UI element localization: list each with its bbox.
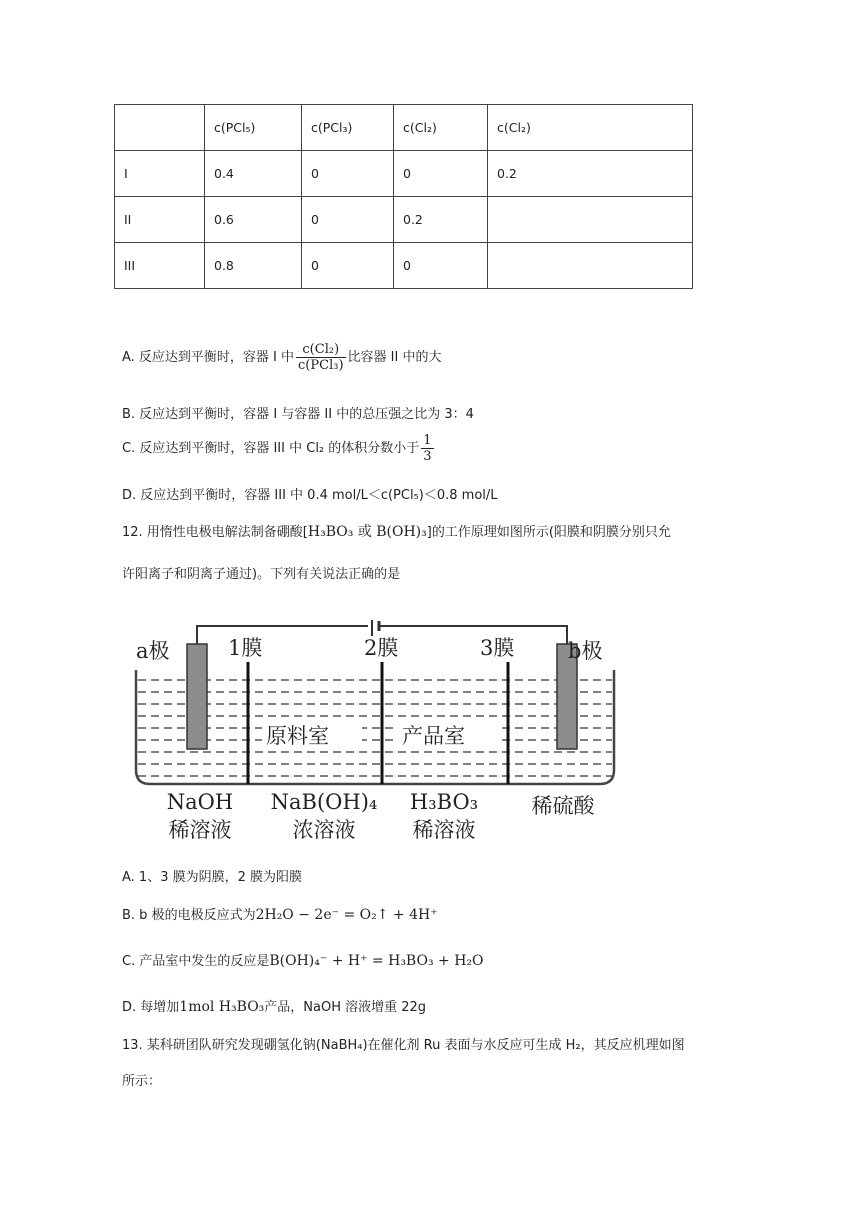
q12-stem-line1 [122, 521, 671, 541]
raw-material-room-label: 原料室 [266, 724, 329, 748]
fraction-numerator: c(Cl₂) [296, 342, 346, 358]
membrane-2-label: 2膜 [364, 636, 399, 660]
solution-name: NaB(OH)₄ [270, 790, 378, 814]
q12-option-d-suffix: 产品，NaOH 溶液增重 22g [264, 1000, 427, 1015]
q12-option-b-formula: 2H₂O − 2e⁻ = O₂↑ + 4H⁺ [255, 907, 438, 923]
table-cell: 0.2 [488, 151, 693, 197]
q12-stem-line2: 许阳离子和阴离子通过)。下列有关说法正确的是 [122, 567, 401, 582]
table-cell: 0 [302, 197, 394, 243]
q11-option-a-suffix: 比容器 II 中的大 [347, 350, 442, 365]
q11-option-b: B. 反应达到平衡时，容器 I 与容器 II 中的总压强之比为 3：4 [122, 407, 474, 422]
fraction-denominator: c(PCl₃) [298, 358, 344, 373]
q12-option-d [122, 996, 426, 1015]
q12-stem-formula: H₃BO₃ 或 B(OH)₃ [307, 524, 427, 540]
electrode-a [187, 644, 207, 749]
electrode-a-label: a极 [136, 639, 170, 663]
q12-option-b [122, 904, 438, 923]
table-header-cell [115, 105, 205, 151]
q11-option-c-fraction [421, 433, 433, 464]
q13-stem-line1: 13. 某科研团队研究发现硼氢化钠(NaBH₄)在催化剂 Ru 表面与水反应可生成 H₂，其反应机理如图 [122, 1038, 685, 1053]
q12-stem-text: 12. 用惰性电极电解法制备硼酸[ [122, 525, 308, 540]
naoh-solution-label [150, 788, 250, 844]
fraction-denominator: 3 [423, 449, 432, 464]
q12-option-c [122, 950, 484, 969]
h3bo3-solution-label [392, 788, 496, 844]
solution-name: H₃BO₃ [409, 790, 479, 814]
table-cell: 0 [394, 243, 488, 289]
table-cell [488, 243, 693, 289]
solution-concentration: 浓溶液 [292, 818, 356, 842]
table-header-cell: c(Cl₂) [488, 105, 693, 151]
table-cell [488, 197, 693, 243]
q12-option-c-formula: B(OH)₄⁻ + H⁺ = H₃BO₃ + H₂O [269, 953, 484, 969]
q11-option-a-fraction [296, 342, 346, 373]
electrode-b-label: b极 [568, 639, 603, 663]
nab-oh4-solution-label [262, 788, 386, 844]
table-cell: 0 [394, 151, 488, 197]
table-header-cell: c(PCl₃) [302, 105, 394, 151]
q11-option-c-text: C. 反应达到平衡时，容器 III 中 Cl₂ 的体积分数小于 [122, 441, 420, 456]
table-cell: II [115, 197, 205, 243]
liquid-pattern [138, 680, 612, 776]
table-cell: 0 [302, 243, 394, 289]
q12-option-a: A. 1、3 膜为阴膜，2 膜为阳膜 [122, 870, 303, 885]
table-header-row [115, 105, 693, 151]
solution-name: NaOH [166, 790, 234, 814]
concentration-table [114, 104, 693, 289]
table-cell: III [115, 243, 205, 289]
table-header-cell: c(PCl₅) [205, 105, 302, 151]
table-cell: 0 [302, 151, 394, 197]
table-row [115, 197, 693, 243]
q13-stem-line2: 所示： [122, 1074, 162, 1089]
q11-option-d: D. 反应达到平衡时，容器 III 中 0.4 mol/L＜c(PCl₅)＜0.8 mol/L [122, 488, 498, 503]
table-cell: I [115, 151, 205, 197]
table-row [115, 151, 693, 197]
table-row [115, 243, 693, 289]
product-room-label: 产品室 [402, 724, 465, 748]
q11-option-c [122, 433, 436, 464]
solution-concentration: 稀溶液 [412, 818, 476, 842]
table-cell: 0.2 [394, 197, 488, 243]
q11-option-a [122, 342, 441, 373]
q11-option-a-text: A. 反应达到平衡时，容器 I 中 [122, 350, 295, 365]
electrolysis-diagram [130, 620, 630, 850]
q12-option-b-text: B. b 极的电极反应式为 [122, 908, 256, 923]
table-cell: 0.4 [205, 151, 302, 197]
table-cell: 0.8 [205, 243, 302, 289]
table-cell: 0.6 [205, 197, 302, 243]
membrane-3-label: 3膜 [480, 636, 515, 660]
q12-option-c-text: C. 产品室中发生的反应是 [122, 954, 270, 969]
sulfuric-acid-label: 稀硫酸 [531, 794, 595, 818]
membrane-1-label: 1膜 [228, 636, 263, 660]
solution-concentration: 稀溶液 [168, 818, 232, 842]
q12-option-d-text: D. 每增加 [122, 1000, 180, 1015]
q12-option-d-formula: 1mol H₃BO₃ [179, 999, 265, 1015]
fraction-numerator: 1 [423, 433, 432, 448]
table-header-cell: c(Cl₂) [394, 105, 488, 151]
q12-stem-text-cont: ]的工作原理如图所示(阳膜和阴膜分别只允 [426, 525, 671, 540]
